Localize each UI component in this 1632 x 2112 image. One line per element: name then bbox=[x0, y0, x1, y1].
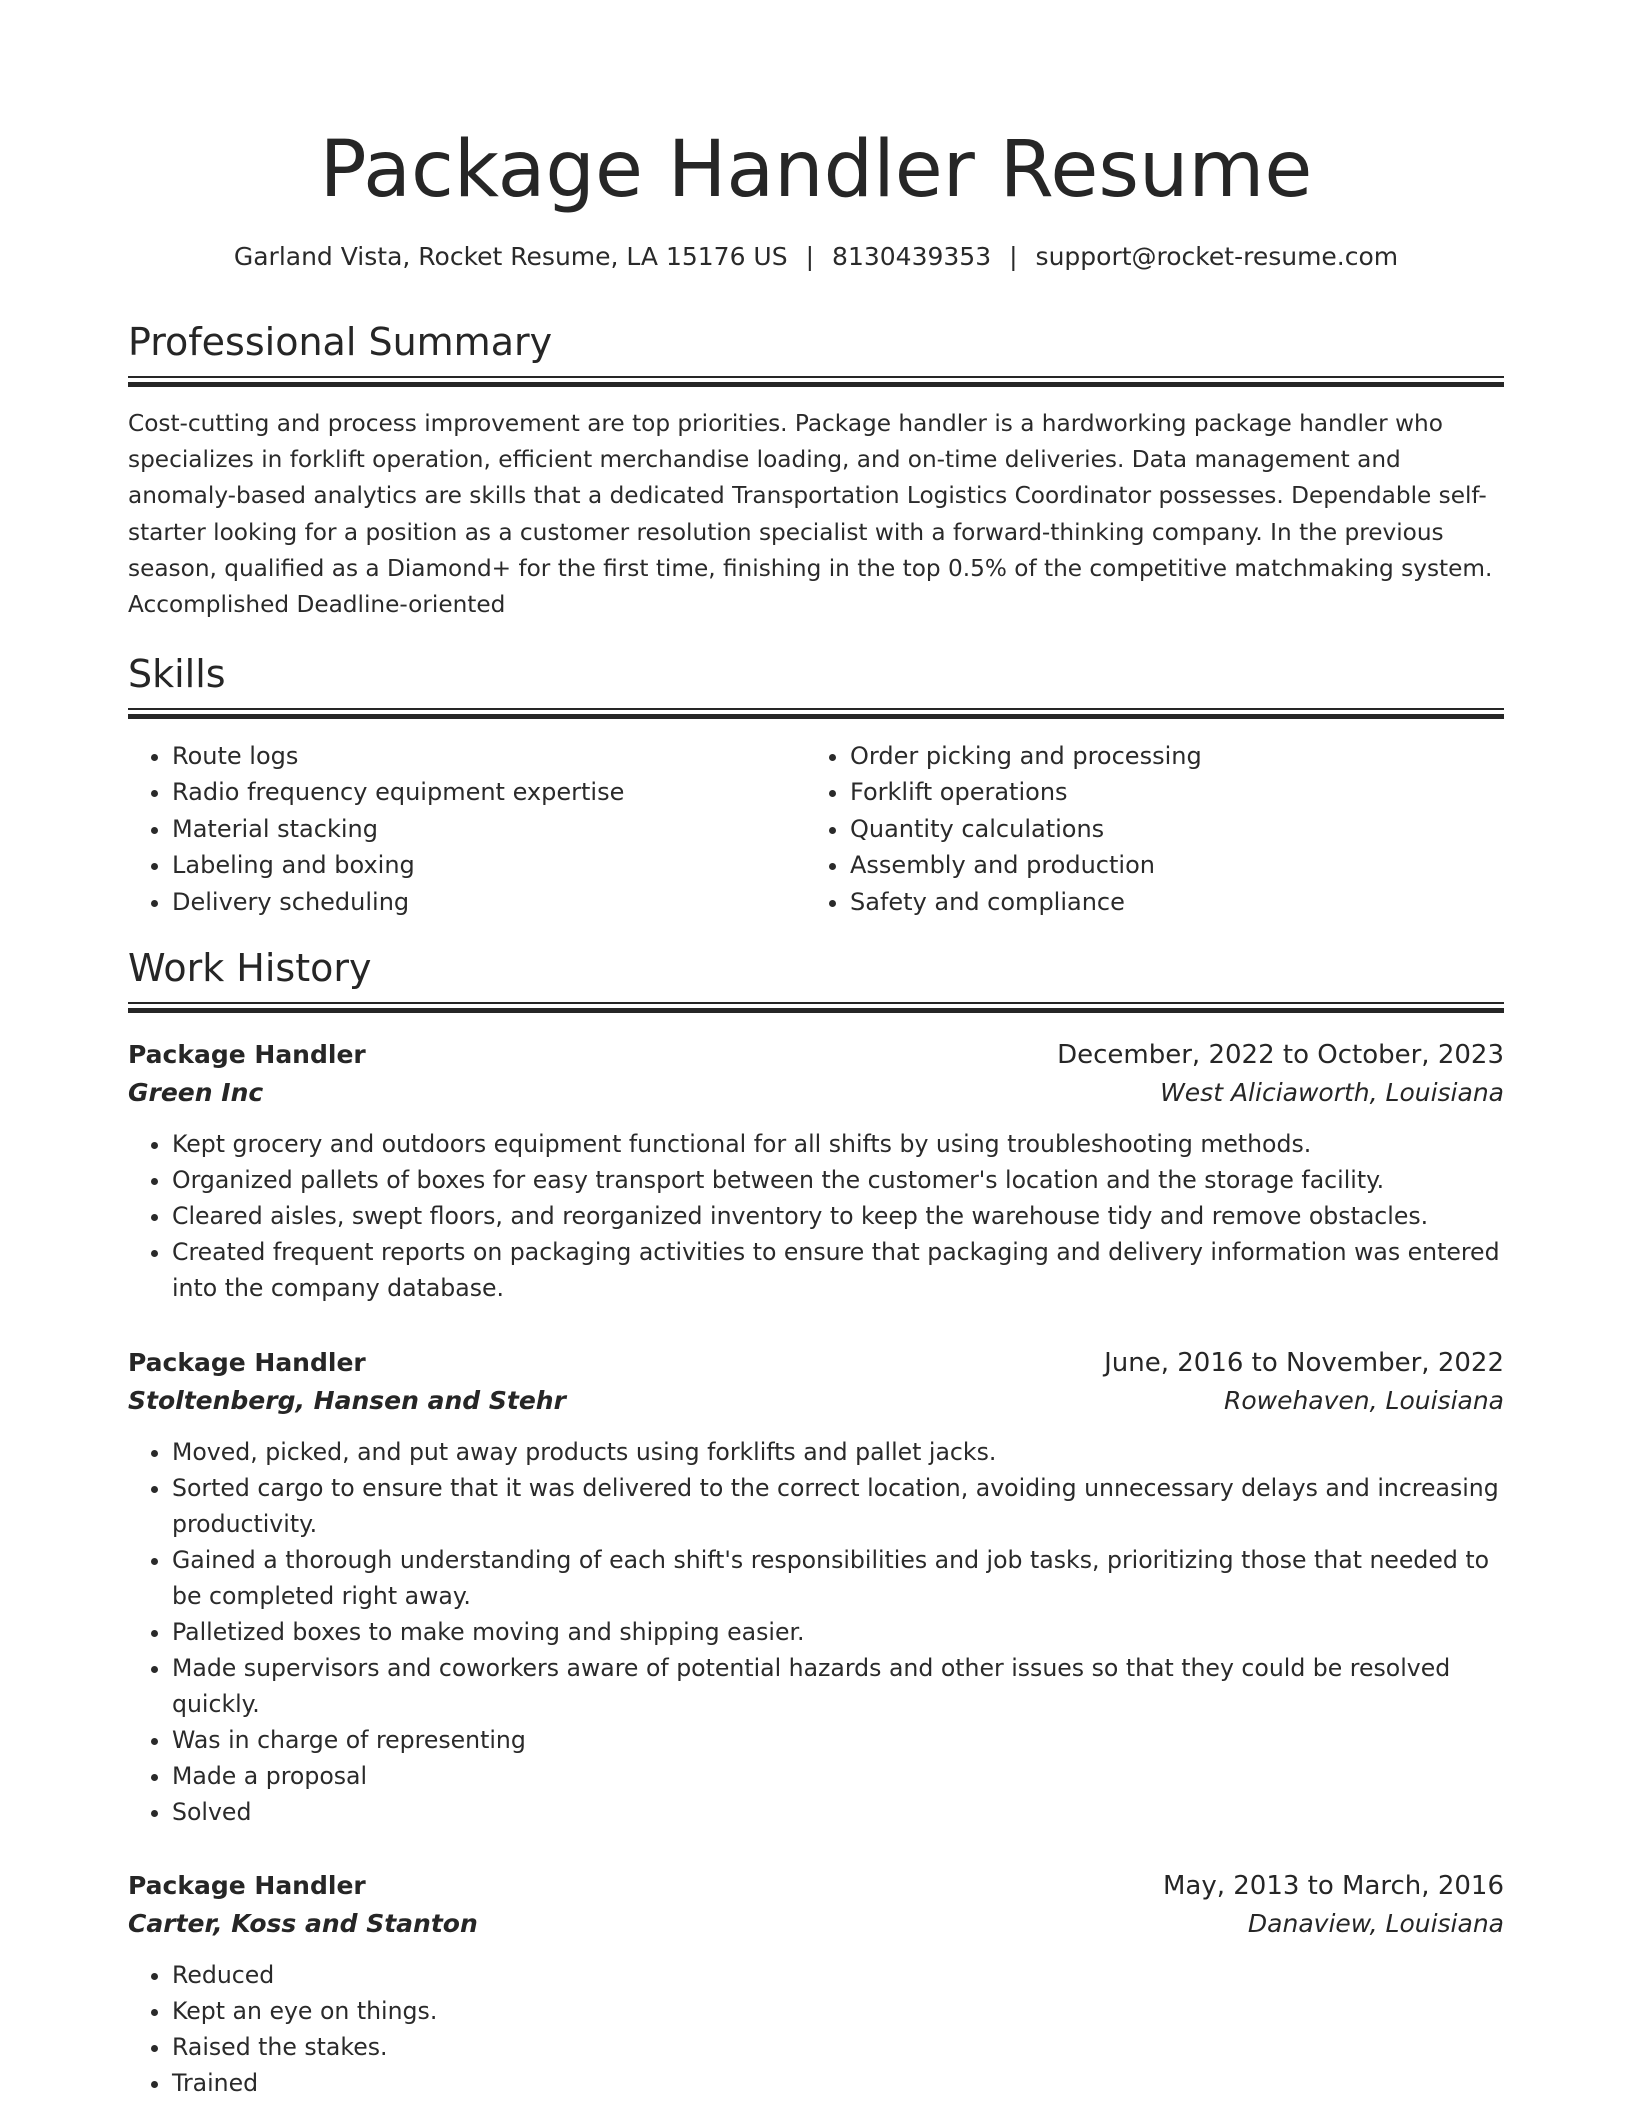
resume-title: Package Handler Resume bbox=[319, 125, 1313, 215]
skill-item: • Safety and compliance bbox=[850, 884, 1484, 920]
job-bullet: • Palletized boxes to make moving and shipping easier. bbox=[172, 1614, 1504, 1650]
job-dates: June, 2016 to November, 2022 bbox=[1104, 1348, 1504, 1378]
job-location: West Aliciaworth, Louisiana bbox=[1160, 1078, 1504, 1107]
job-bullet: • Organized pallets of boxes for easy transport between the customer's location and the storage facility. bbox=[172, 1162, 1504, 1198]
job-bullets bbox=[128, 1957, 1504, 2101]
job-dates: December, 2022 to October, 2023 bbox=[1057, 1040, 1504, 1070]
skill-item: • Material stacking bbox=[172, 811, 806, 847]
job-bullet: • Gained a thorough understanding of each shift's responsibilities and job tasks, prioritizing those that needed to be completed right away. bbox=[172, 1542, 1504, 1614]
contact-separator: | bbox=[1009, 242, 1018, 271]
job-location: Danaview, Louisiana bbox=[1247, 1909, 1504, 1938]
job-bullet: • Moved, picked, and put away products using forklifts and pallet jacks. bbox=[172, 1434, 1504, 1470]
job-bullet: • Created frequent reports on packaging activities to ensure that packaging and delivery information was entered into the company database. bbox=[172, 1234, 1504, 1306]
job-bullets bbox=[128, 1434, 1504, 1830]
section-divider bbox=[128, 1002, 1504, 1012]
job-company: Stoltenberg, Hansen and Stehr bbox=[128, 1386, 566, 1415]
job-entry bbox=[128, 1867, 1504, 2101]
job-bullet: • Was in charge of representing bbox=[172, 1722, 1504, 1758]
section-divider bbox=[128, 708, 1504, 718]
job-entry bbox=[128, 1036, 1504, 1306]
section-heading-work: Work History bbox=[128, 946, 372, 990]
skill-item: • Order picking and processing bbox=[850, 738, 1484, 774]
contact-separator: | bbox=[805, 242, 815, 271]
contact-line bbox=[128, 237, 1504, 277]
job-bullet: • Kept grocery and outdoors equipment functional for all shifts by using troubleshooting methods. bbox=[172, 1126, 1504, 1162]
job-entry bbox=[128, 1344, 1504, 1830]
skills-column-right bbox=[806, 738, 1484, 920]
contact-phone: 8130439353 bbox=[832, 242, 992, 271]
skill-item: • Assembly and production bbox=[850, 847, 1484, 883]
job-bullet: • Sorted cargo to ensure that it was delivered to the correct location, avoiding unnecessary delays and increasing productivity. bbox=[172, 1470, 1504, 1542]
skill-item: • Forklift operations bbox=[850, 774, 1484, 810]
job-bullet: • Cleared aisles, swept floors, and reorganized inventory to keep the warehouse tidy and remove obstacles. bbox=[172, 1198, 1504, 1234]
section-heading-skills: Skills bbox=[128, 652, 226, 696]
job-title: Package Handler bbox=[128, 1348, 366, 1377]
job-bullet: • Trained bbox=[172, 2065, 1504, 2101]
contact-email: support@rocket-resume.com bbox=[1035, 242, 1399, 271]
skill-item: • Delivery scheduling bbox=[172, 884, 806, 920]
job-company: Carter, Koss and Stanton bbox=[128, 1909, 478, 1938]
skills-list bbox=[128, 738, 1504, 920]
job-dates: May, 2013 to March, 2016 bbox=[1162, 1871, 1504, 1901]
job-bullet: • Made a proposal bbox=[172, 1758, 1504, 1794]
job-location: Rowehaven, Louisiana bbox=[1223, 1386, 1504, 1415]
job-title: Package Handler bbox=[128, 1040, 366, 1069]
skill-item: • Route logs bbox=[172, 738, 806, 774]
section-divider bbox=[128, 376, 1504, 386]
job-bullet: • Solved bbox=[172, 1794, 1504, 1830]
skill-item: • Labeling and boxing bbox=[172, 847, 806, 883]
job-bullet: • Reduced bbox=[172, 1957, 1504, 1993]
job-bullet: • Made supervisors and coworkers aware of potential hazards and other issues so that they could be resolved quickly. bbox=[172, 1650, 1504, 1722]
job-bullets bbox=[128, 1126, 1504, 1306]
skill-item: • Quantity calculations bbox=[850, 811, 1484, 847]
skill-item: • Radio frequency equipment expertise bbox=[172, 774, 806, 810]
job-title: Package Handler bbox=[128, 1871, 366, 1900]
job-bullet: • Kept an eye on things. bbox=[172, 1993, 1504, 2029]
job-bullet: • Raised the stakes. bbox=[172, 2029, 1504, 2065]
section-heading-summary: Professional Summary bbox=[128, 320, 553, 364]
contact-address: Garland Vista, Rocket Resume, LA 15176 US bbox=[233, 242, 788, 271]
job-company: Green Inc bbox=[128, 1078, 264, 1107]
skills-column-left bbox=[128, 738, 806, 920]
summary-text: Cost-cutting and process improvement are top priorities. Package handler is a hardworking package handler who specializes in forklift operation, efficient merchandise loading, and on-time deliveries. Data management and anomaly-based analytics are skills that a dedicated Transportation Logistics Coordinator possesses. Dependable self-starter looking for a position as a customer resolution specialist with a forward-thinking company. In the previous season, qualified as a Diamond+ for the first time, finishing in the top 0.5% of the competitive matchmaking system. Accomplished Deadline-oriented bbox=[128, 410, 1493, 619]
